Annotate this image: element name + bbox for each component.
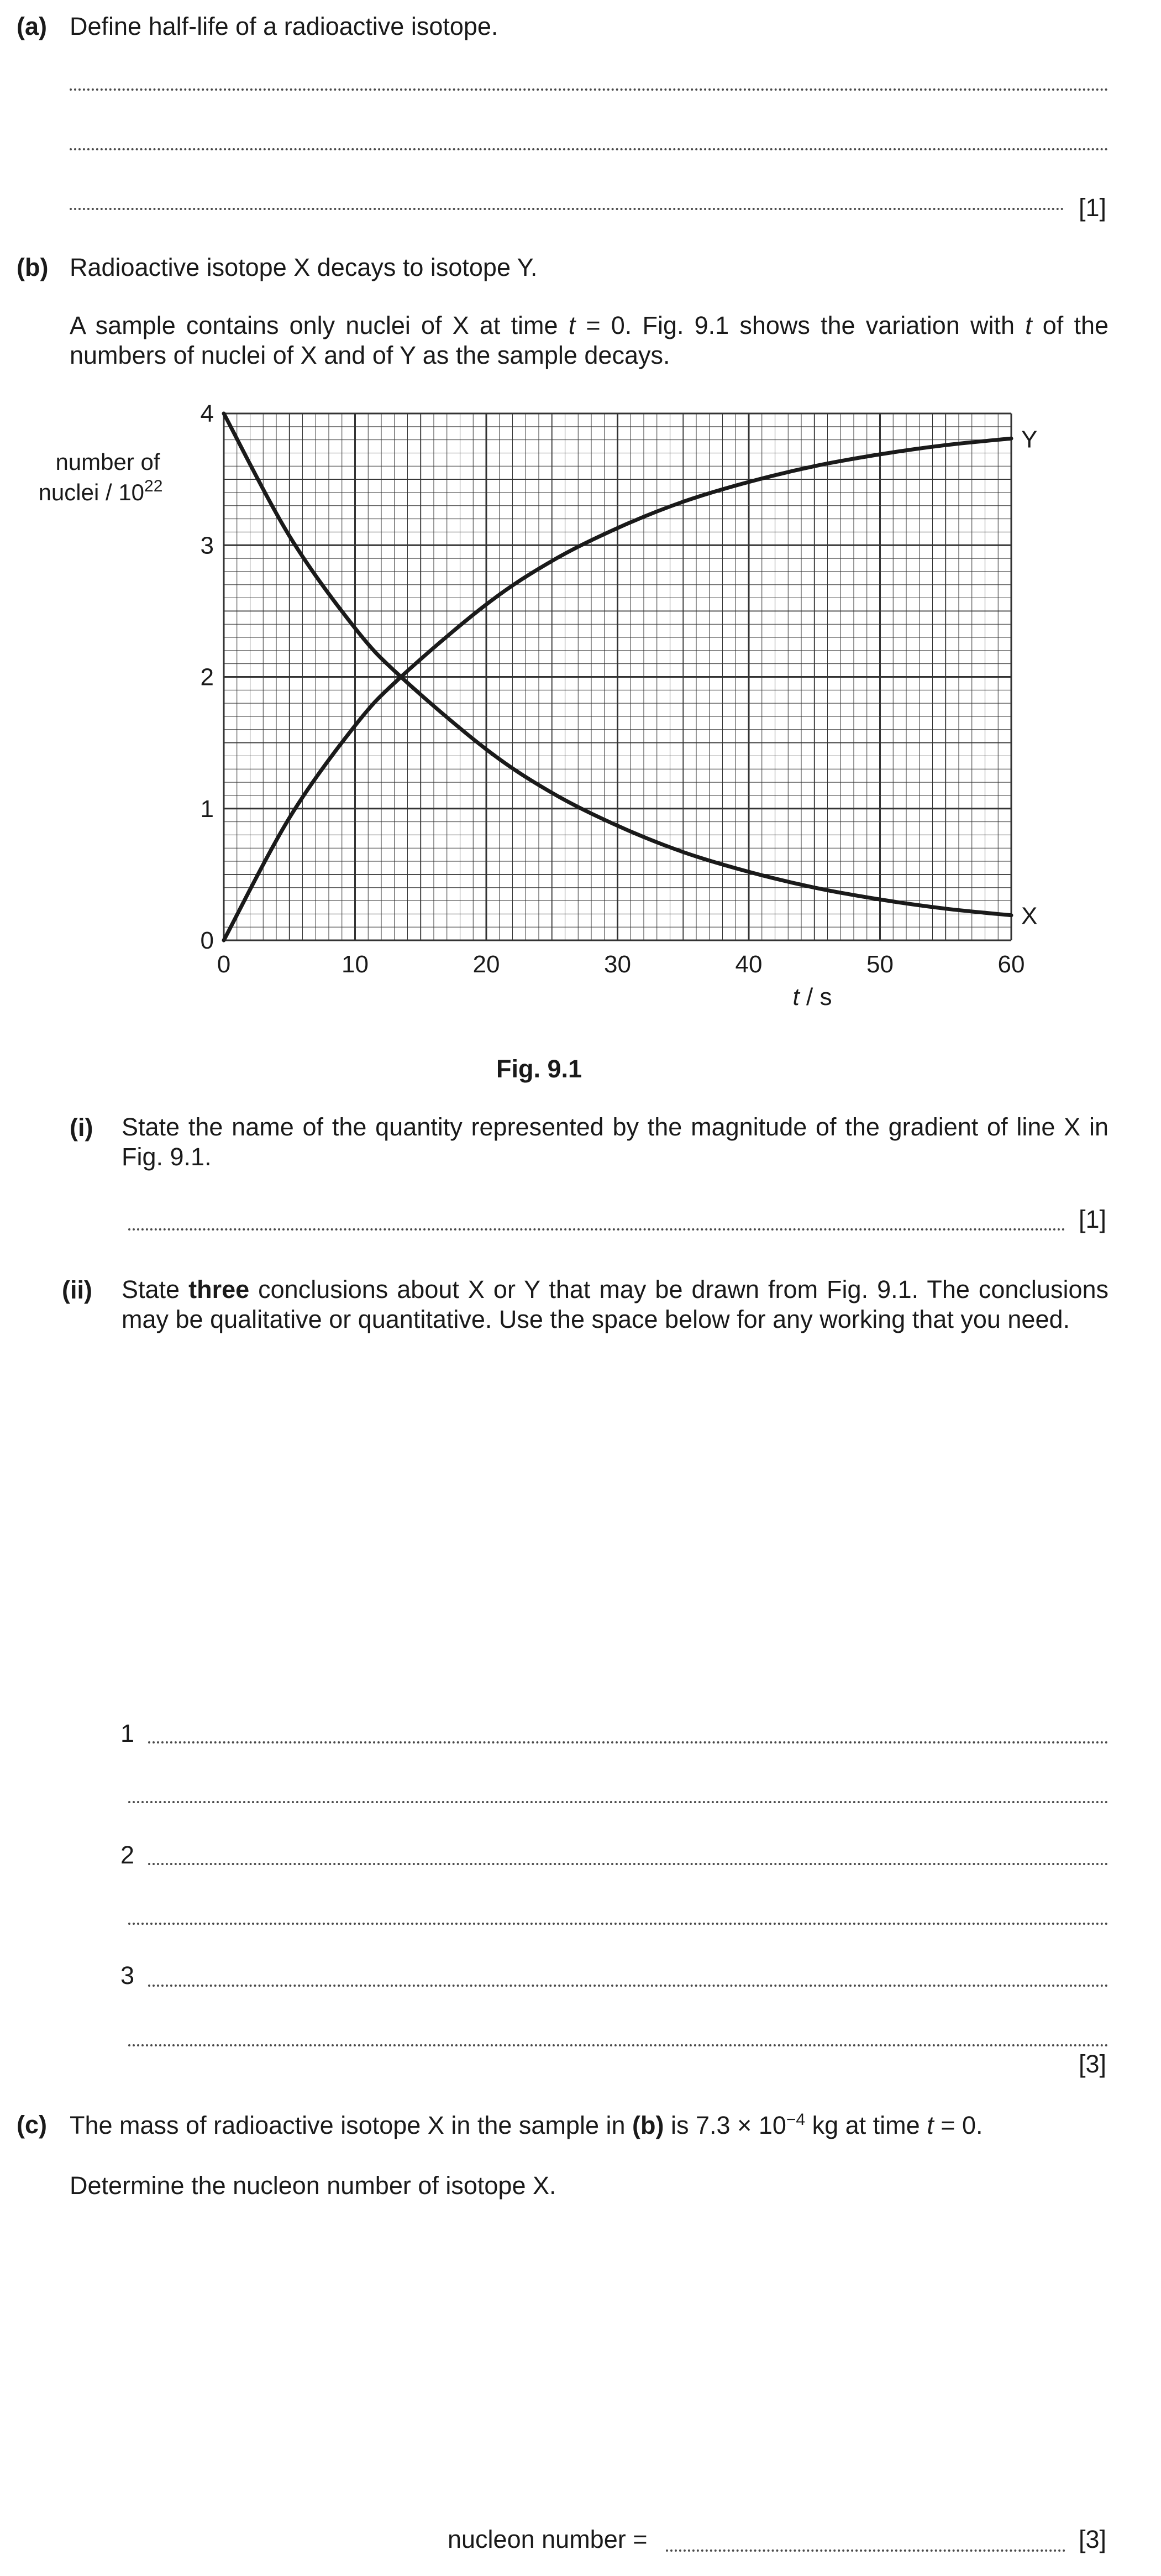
x-tick-label: 40 (735, 951, 763, 978)
sub-ii-marks: [3] (1079, 2050, 1107, 2078)
sub-ii-question: State three conclusions about X or Y that may be drawn from Fig. 9.1. The conclusions may be qualitative or quantitative. Use the space below for any working that you need. (122, 1275, 1109, 1333)
y-tick-label: 3 (200, 532, 214, 559)
conclusion-number-2: 2 (120, 1841, 135, 1869)
y-tick-label: 0 (200, 927, 214, 954)
y-tick-label: 2 (200, 663, 214, 691)
part-c-question: The mass of radioactive isotope X in the sample in (b) is $7.3 \times 10^{-4}$ kg at time t = 0. (70, 2111, 983, 2139)
part-b-intro: Radioactive isotope X decays to isotope Y. (70, 253, 538, 281)
x-tick-label: 60 (997, 951, 1025, 978)
answer-line-conclusion-2a[interactable] (148, 1863, 1109, 1865)
answer-line-conclusion-2b[interactable] (128, 1923, 1109, 1925)
sub-ii-label: (ii) (62, 1276, 92, 1304)
part-c-instruction: Determine the nucleon number of isotope X. (70, 2171, 556, 2200)
y-axis-label-line1: number of (55, 449, 160, 475)
part-b-paragraph: A sample contains only nuclei of X at time t = 0. Fig. 9.1 shows the variation with t of the numbers of nuclei of X and of Y as the sample decays. (70, 311, 1109, 369)
y-axis-label-exponent: 22 (144, 477, 163, 495)
nucleon-number-label: nucleon number = (448, 2525, 648, 2553)
nucleon-number-answer-line[interactable] (666, 2549, 1065, 2552)
series-label-x: X (1021, 902, 1038, 930)
part-b-label: (b) (17, 253, 49, 281)
answer-line-conclusion-3b[interactable] (128, 2044, 1109, 2046)
sub-i-marks: [1] (1079, 1205, 1107, 1233)
figure-caption: Fig. 9.1 (496, 1055, 582, 1083)
part-c-label: (c) (17, 2111, 47, 2139)
y-axis-label-line2: nuclei / $10^{22}$ (38, 477, 163, 505)
x-axis-label: t / s (792, 983, 832, 1010)
x-tick-label: 20 (472, 951, 500, 978)
axis-tick-labels (201, 400, 1025, 978)
y-tick-label: 4 (200, 400, 214, 427)
answer-line-conclusion-1a[interactable] (148, 1741, 1109, 1743)
part-a-label: (a) (17, 12, 47, 40)
x-tick-label: 50 (866, 951, 894, 978)
series-label-y: Y (1021, 426, 1038, 453)
sub-i-question: State the name of the quantity represented by the magnitude of the gradient of line X in Fig. 9.1. (122, 1113, 1109, 1171)
part-c-marks: [3] (1079, 2525, 1107, 2553)
sub-i-label: (i) (70, 1113, 93, 1142)
conclusion-number-3: 3 (120, 1961, 135, 1989)
conclusion-number-1: 1 (120, 1719, 135, 1747)
answer-line-conclusion-1b[interactable] (128, 1801, 1109, 1803)
answer-line-b-i[interactable] (128, 1228, 1065, 1231)
x-tick-label: 10 (342, 951, 369, 978)
part-a-marks: [1] (1079, 193, 1107, 222)
y-tick-label: 1 (200, 795, 214, 823)
x-tick-label: 0 (217, 951, 231, 978)
part-a-question: Define half-life of a radioactive isotope. (70, 12, 498, 40)
answer-line-conclusion-3a[interactable] (148, 1985, 1109, 1987)
fig-9-1-chart (0, 0, 1161, 1050)
x-tick-label: 30 (604, 951, 631, 978)
